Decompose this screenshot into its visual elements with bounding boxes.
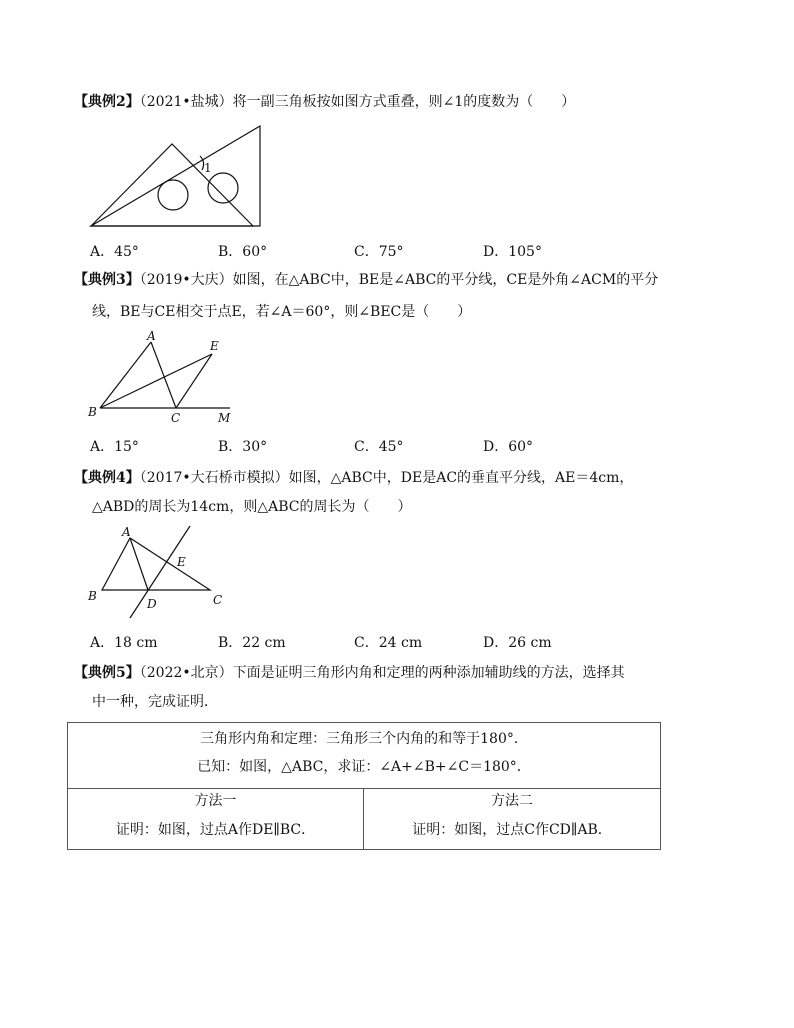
q4-line-ad: [130, 538, 148, 590]
q4-triangle-abc: [102, 538, 210, 590]
q3-point-e: E: [210, 339, 219, 353]
q2-figure: [88, 124, 268, 230]
method-two-text: 证明：如图，过点C作CD∥AB．: [412, 822, 612, 838]
theorem-statement: 三角形内角和定理：三角形三个内角的和等于180°．: [200, 731, 528, 747]
q2-label: 【典例2】: [74, 94, 140, 110]
q3-point-c: C: [171, 411, 181, 425]
q3-figure: [88, 330, 248, 424]
q3-option-a[interactable]: A．15°: [90, 439, 139, 455]
method-one-cell: [68, 789, 364, 850]
q4-text-1: （2017•大石桥市模拟）如图，△ABC中，DE是AC的垂直平分线，AE＝4cm，: [139, 470, 634, 486]
q3-line-be: [100, 354, 212, 408]
method-one-text: 证明：如图，过点A作DE∥BC．: [115, 822, 316, 838]
q2-hole-right: [208, 173, 238, 203]
q5-label: 【典例5】: [74, 665, 140, 681]
q3-option-c[interactable]: C．45°: [354, 439, 404, 455]
q3-text-2: 线，BE与CE相交于点E，若∠A＝60°，则∠BEC是（ ）: [92, 304, 472, 320]
q3-label: 【典例3】: [74, 272, 140, 288]
q5-stem-line2: [92, 692, 218, 712]
method-one-title: 方法一: [194, 793, 237, 809]
q4-option-c[interactable]: C．24 cm: [354, 635, 423, 651]
q3-point-b: B: [88, 405, 97, 419]
q2-angle-label: 1: [204, 161, 212, 175]
q2-option-c[interactable]: C．75°: [354, 244, 404, 260]
proof-table-header: [68, 723, 660, 789]
q2-option-a[interactable]: A．45°: [90, 244, 139, 260]
q3-line-ba: [100, 342, 151, 408]
q4-figure: [86, 524, 236, 624]
q4-point-d: D: [147, 597, 157, 611]
q5-text-1: （2022•北京）下面是证明三角形内角和定理的两种添加辅助线的方法，选择其: [139, 665, 625, 681]
q3-line-ac: [151, 342, 176, 408]
given-statement: 已知：如图，△ABC，求证：∠A+∠B+∠C＝180°．: [197, 759, 531, 775]
proof-table: [67, 722, 661, 850]
q2-triangle-left: [91, 144, 253, 226]
q4-option-b[interactable]: B．22 cm: [218, 635, 286, 651]
q2-hole-left: [158, 180, 188, 210]
q3-point-a: A: [147, 329, 156, 343]
q5-text-2: 中一种，完成证明．: [92, 694, 218, 710]
q3-text-1: （2019•大庆）如图，在△ABC中，BE是∠ABC的平分线，CE是外角∠ACM的平分: [139, 272, 659, 288]
method-two-title: 方法二: [491, 793, 533, 809]
q3-option-d[interactable]: D．60°: [483, 439, 534, 455]
method-two-cell: [364, 789, 660, 850]
q4-point-c: C: [213, 593, 223, 607]
q4-point-e: E: [177, 555, 186, 569]
q4-point-a: A: [122, 525, 131, 539]
q4-label: 【典例4】: [74, 470, 140, 486]
q4-option-a[interactable]: A．18 cm: [90, 635, 158, 651]
q4-line-de: [130, 526, 190, 618]
q2-text: （2021•盐城）将一副三角板按如图方式重叠，则∠1的度数为（ ）: [139, 94, 576, 110]
q3-stem-line1: [74, 270, 658, 290]
q2-option-b[interactable]: B．60°: [218, 244, 268, 260]
q4-point-b: B: [88, 589, 97, 603]
q2-option-d[interactable]: D．105°: [483, 244, 542, 260]
q3-point-m: M: [218, 411, 231, 425]
q4-stem-line2: [92, 497, 411, 517]
q4-text-2: △ABD的周长为14cm，则△ABC的周长为（ ）: [92, 499, 412, 515]
q2-triangle-right: [91, 126, 260, 226]
q3-option-b[interactable]: B．30°: [218, 439, 268, 455]
q2-stem: [74, 92, 575, 112]
q4-stem-line1: [74, 468, 633, 488]
q4-option-d[interactable]: D．26 cm: [483, 635, 552, 651]
q3-stem-line2: [92, 302, 471, 322]
q5-stem-line1: [74, 663, 625, 683]
